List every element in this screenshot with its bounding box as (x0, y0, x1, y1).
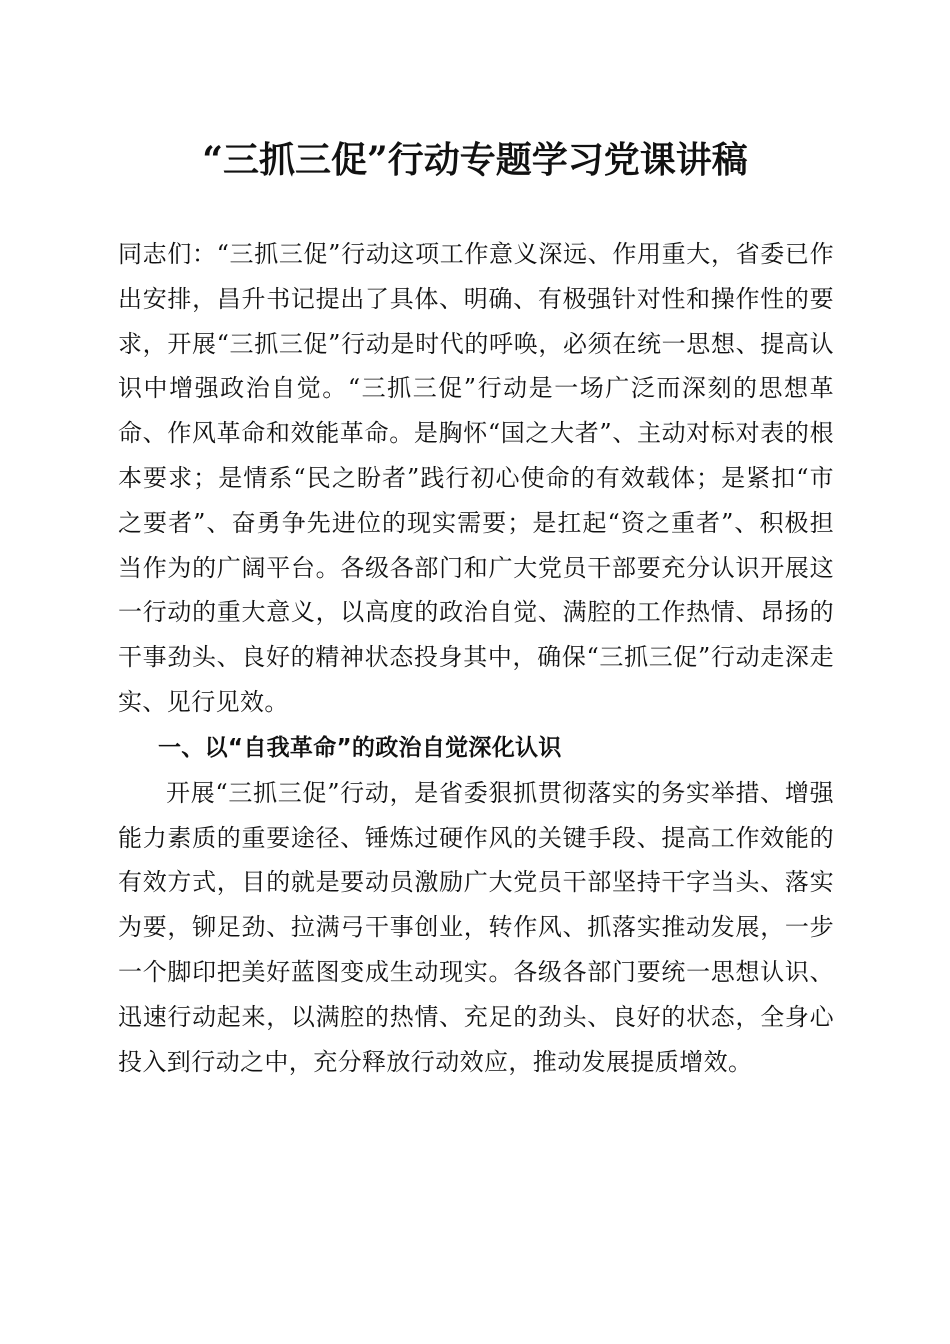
document-body (118, 232, 834, 1084)
section-paragraph: 开展“三抓三促”行动，是省委狠抓贯彻落实的务实举措、增强能力素质的重要途径、锤炼过硬作风的关键手段、提高工作效能的有效方式，目的就是要动员激励广大党员干部坚持干字当头、落实为要，铆足劲、拉满弓干事创业，转作风、抓落实推动发展，一步一个脚印把美好蓝图变成生动现实。各级各部门要统一思想认识、迅速行动起来，以满腔的热情、充足的劲头、良好的状态，全身心投入到行动之中，充分释放行动效应，推动发展提质增效。 (118, 778, 834, 1076)
section-heading: 一、以“自我革命”的政治自觉深化认识 (158, 734, 562, 761)
document-title: “三抓三促”行动专题学习党课讲稿 (202, 139, 748, 181)
intro-paragraph: 同志们：“三抓三促”行动这项工作意义深远、作用重大，省委已作出安排，昌升书记提出了具体、明确、有极强针对性和操作性的要求，开展“三抓三促”行动是时代的呼唤，必须在统一思想、提高认识中增强政治自觉。“三抓三促”行动是一场广泛而深刻的思想革命、作风革命和效能革命。是胸怀“国之大者”、主动对标对表的根本要求；是情系“民之盼者”践行初心使命的有效载体；是紧扣“市之要者”、奋勇争先进位的现实需要；是扛起“资之重者”、积极担当作为的广阔平台。各级各部门和广大党员干部要充分认识开展这一行动的重大意义，以高度的政治自觉、满腔的工作热情、昂扬的干事劲头、良好的精神状态投身其中，确保“三抓三促”行动走深走实、见行见效。 (118, 240, 834, 716)
